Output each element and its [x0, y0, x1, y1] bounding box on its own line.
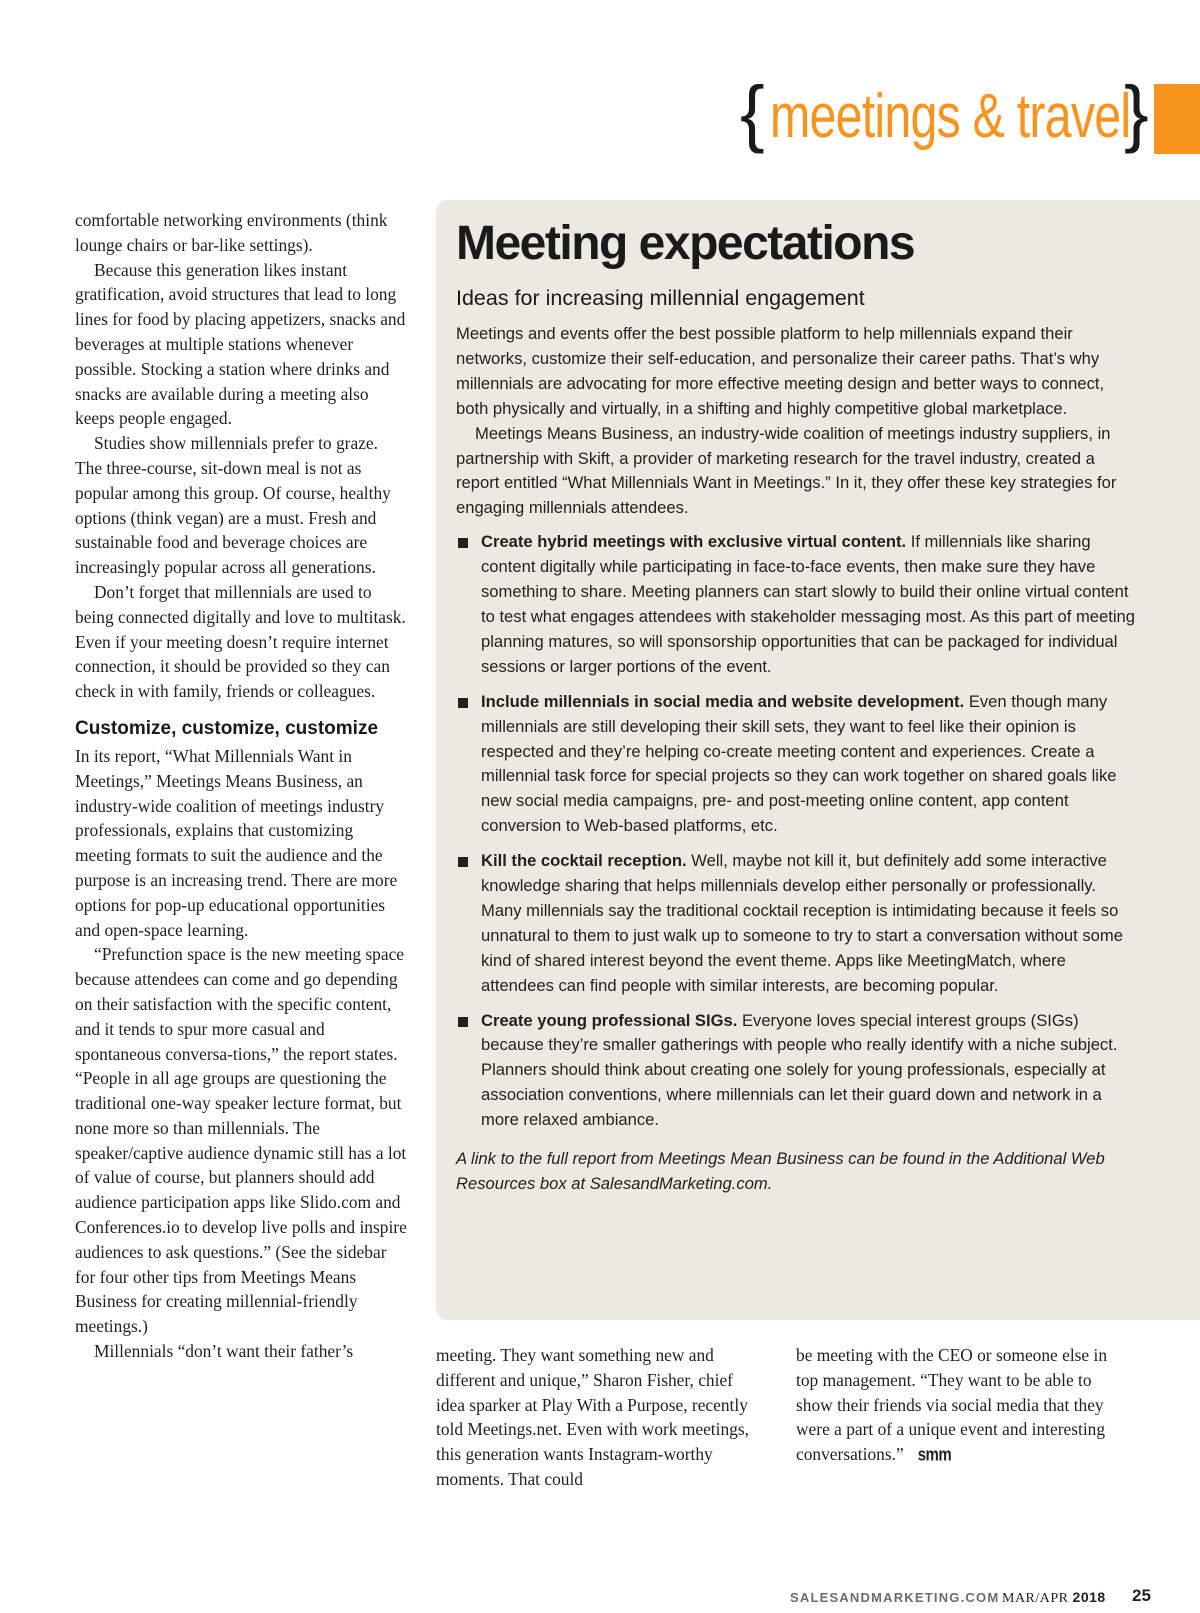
header-brace-right: }: [1124, 71, 1149, 154]
strategy-lead: Create young professional SIGs.: [481, 1010, 742, 1030]
footer-site: SALESANDMARKETING.COM: [790, 1590, 1000, 1605]
article-paragraph: [796, 1343, 1126, 1469]
page-number: 25: [1132, 1586, 1151, 1605]
article-right-column: [796, 1343, 1126, 1469]
square-bullet-icon: [458, 538, 468, 548]
article-paragraph: Don’t forget that millennials are used to being connected digitally and love to multitask. Even if your meeting doesn’t require internet connection, it should be provided so they can check in with family, friends or colleagues.: [75, 581, 406, 702]
strategy-text: If millennials like sharing content digitally while participating in face-to-face events, then make sure they have something to share. Meeting planners can start slowly to build their online virtual content to test what engages attendees with stakeholder messaging most. As this part of meeting planning matures, so will sponsorship opportunities that can be packaged for individual sessions or larger portions of the event.: [481, 532, 1135, 676]
footer-issue-year: 2018: [1072, 1589, 1106, 1605]
sidebar-subtitle: Ideas for increasing millennial engagement: [456, 286, 865, 310]
article-subheading: Customize, customize, customize: [75, 717, 379, 739]
sidebar-title: Meeting expectations: [456, 217, 915, 270]
article-closing-text: be meeting with the CEO or someone else in top management. “They want to be able to show their friends via social media that they were a part of a unique event and interesting conversations.”: [796, 1345, 1108, 1465]
strategy-lead: Kill the cocktail reception.: [481, 851, 692, 871]
strategy-item: [456, 1009, 1136, 1134]
article-left-column: [75, 208, 408, 1364]
sidebar-box: [436, 200, 1200, 1320]
strategy-item: [456, 530, 1136, 679]
strategy-text: Everyone loves special interest groups (SIGs) because they’re smaller gatherings with people who really identify with a niche subject. Planners should think about creating one solely for young professionals, especially at association conventions, where millennials can let their guard down and network in a more relaxed ambiance.: [481, 1010, 1118, 1130]
header-brace-left: {: [740, 71, 765, 154]
strategy-item: [456, 849, 1136, 998]
strategy-item: [456, 690, 1136, 839]
footer-issue: [1002, 1589, 1106, 1607]
header-orange-tab: [1154, 84, 1200, 154]
sidebar-intro-paragraph: Meetings Means Business, an industry-wide coalition of meetings industry suppliers, in partnership with Skift, a provider of marketing research for the travel industry, created a report entitled “What Millennials Want in Meetings.” In it, they offer these key strategies for engaging millennials attendees.: [456, 423, 1117, 518]
sidebar-footnote: A link to the full report from Meetings Mean Business can be found in the Additional Web Resources box at SalesandMarketing.com.: [456, 1149, 1105, 1193]
footer-issue-month: MAR/APR: [1002, 1591, 1069, 1606]
end-mark-logo: smm: [917, 1445, 952, 1466]
article-paragraph: comfortable networking environments (think lounge chairs or bar-like settings).: [75, 210, 388, 255]
page-footer: [790, 1586, 1150, 1608]
article-paragraph: meeting. They want something new and different and unique,” Sharon Fisher, chief idea sparker at Play With a Purpose, recently told Meetings.net. Even with work meetings, this generation wants Instagram-worthy moments. That could: [436, 1345, 749, 1489]
article-middle-column: [436, 1343, 766, 1492]
strategy-lead: Include millennials in social media and website development.: [481, 691, 969, 711]
article-paragraph: Millennials “don’t want their father’s: [94, 1341, 354, 1362]
square-bullet-icon: [458, 698, 468, 708]
article-paragraph: “Prefunction space is the new meeting space because attendees can come and go depending on their satisfaction with the specific content, and it tends to spur more casual and spontaneous conversa-tions,” the report states. “People in all age groups are questioning the traditional one-way speaker lecture format, but none more so than millennials. The speaker/captive audience dynamic still has a lot of value of course, but planners should add audience participation apps like Slido.com and Conferences.io to develop live polls and inspire audiences to ask questions.” (See the sidebar for four other tips from Meetings Means Business for creating millennial-friendly meetings.): [75, 944, 407, 1337]
section-header: [740, 71, 1200, 156]
strategy-lead: Create hybrid meetings with exclusive virtual content.: [481, 532, 911, 552]
strategy-list: [456, 530, 1136, 1133]
strategy-text: Even though many millennials are still developing their skill sets, they want to feel like their opinion is respected and they’re helping co-create meeting content and experiences. Create a millennial task force for special projects so they can work together on shared goals like new social media campaigns, pre- and post-meeting online content, app content conversion to Web-based platforms, etc.: [481, 691, 1117, 836]
article-paragraph: In its report, “What Millennials Want in Meetings,” Meetings Means Business, an industry-wide coalition of meetings industry professionals, explains that customizing meeting formats to suit the audience and the purpose is an increasing trend. There are more options for pop-up educational opportunities and open-space learning.: [75, 745, 398, 940]
square-bullet-icon: [458, 857, 468, 867]
section-label: meetings & travel: [770, 82, 1131, 151]
article-paragraph: Because this generation likes instant gratification, avoid structures that lead to long lines for food by placing appetizers, snacks and beverages at multiple stations whenever possible. Stocking a station where drinks and snacks are available during a meeting also keeps people engaged.: [75, 259, 406, 429]
sidebar-intro-paragraph: Meetings and events offer the best possible platform to help millennials expand their networks, customize their self-education, and personalize their career paths. That’s why millennials are advocating for more effective meeting design and better ways to connect, both physically and virtually, in a shifting and highly competitive global marketplace.: [456, 324, 1105, 418]
square-bullet-icon: [458, 1017, 468, 1027]
article-paragraph: Studies show millennials prefer to graze. The three-course, sit-down meal is not as popular among this group. Of course, healthy options (think vegan) are a must. Fresh and sustainable food and beverage choices are increasingly popular across all generations.: [75, 433, 391, 578]
sidebar-content: [456, 216, 1136, 1197]
strategy-text: Well, maybe not kill it, but definitely add some interactive knowledge sharing that helps millennials develop either personally or professionally. Many millennials say the traditional cocktail reception is intimidating because it feels so unnatural to them to just walk up to someone to try to start a conversation without some kind of shared interest beyond the event theme. Apps like MeetingMatch, where attendees can find people with similar interests, are becoming popular.: [481, 851, 1123, 995]
